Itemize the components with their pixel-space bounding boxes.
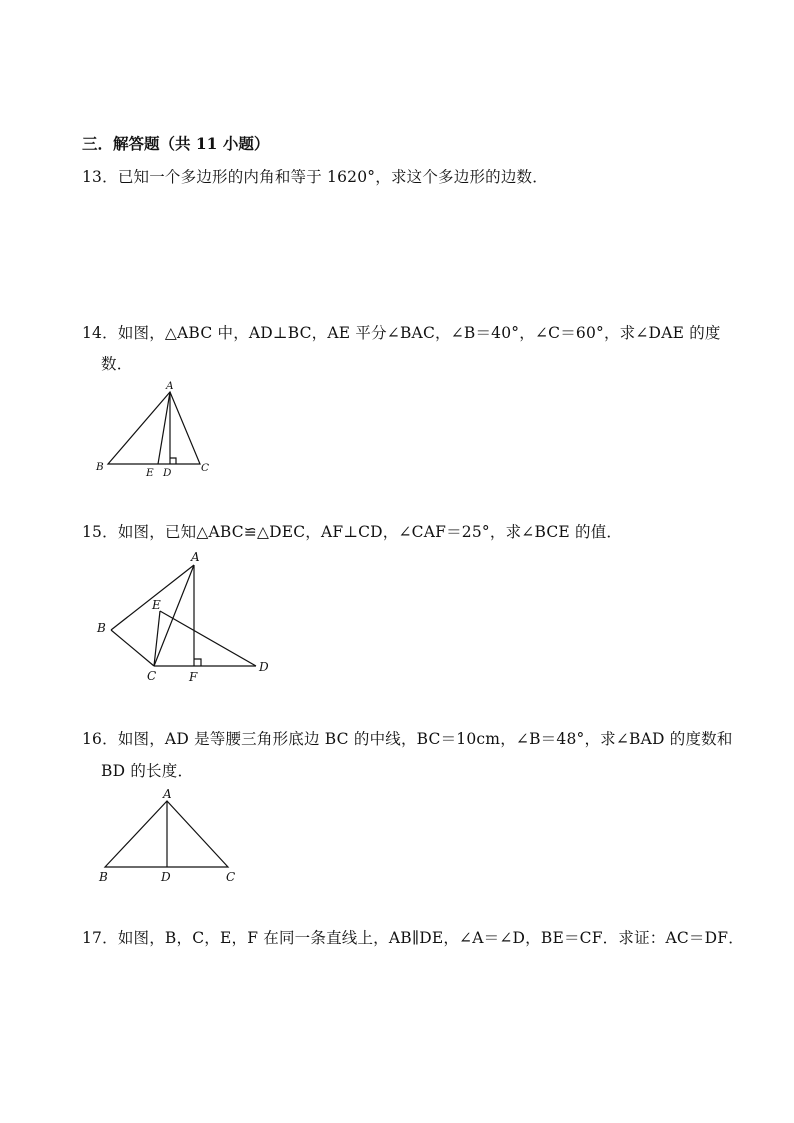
label-b: B xyxy=(99,870,108,884)
question-14-line-1: 14．如图，△ABC 中，AD⊥BC，AE 平分∠BAC，∠B＝40°，∠C＝60°，求∠DAE 的度 xyxy=(82,324,721,342)
label-a: A xyxy=(191,550,200,564)
question-17: 17．如图，B，C，E，F 在同一条直线上，AB∥DE，∠A＝∠D，BE＝CF．求证：AC＝DF． xyxy=(82,929,744,947)
question-16-figure xyxy=(90,786,250,886)
label-f: F xyxy=(189,670,198,684)
label-d: D xyxy=(161,870,171,884)
label-b: B xyxy=(97,621,106,635)
question-14-figure xyxy=(90,376,220,481)
question-16-line-1: 16．如图，AD 是等腰三角形底边 BC 的中线，BC＝10cm，∠B＝48°，求∠BAD 的度数和 xyxy=(82,730,733,748)
label-c: C xyxy=(201,462,210,474)
right-angle-mark xyxy=(194,659,201,666)
section-title: 三．解答题（共 11 小题） xyxy=(82,134,270,153)
label-d: D xyxy=(163,467,172,479)
label-a: A xyxy=(163,787,172,801)
label-e: E xyxy=(152,598,161,612)
label-e: E xyxy=(146,467,154,479)
label-c: C xyxy=(147,669,157,683)
question-16-line-2: BD 的长度． xyxy=(101,762,194,780)
right-angle-mark xyxy=(170,458,176,464)
label-c: C xyxy=(226,870,236,884)
question-13: 13．已知一个多边形的内角和等于 1620°，求这个多边形的边数． xyxy=(82,168,548,186)
triangle-abc xyxy=(108,392,200,464)
segment-ae xyxy=(158,392,170,464)
question-14-line-2: 数． xyxy=(101,355,133,373)
label-b: B xyxy=(96,461,104,473)
segment-bc xyxy=(111,630,154,666)
segment-ed xyxy=(160,611,256,666)
question-15: 15．如图，已知△ABC≌△DEC，AF⊥CD，∠CAF＝25°，求∠BCE 的值． xyxy=(82,523,623,541)
label-a: A xyxy=(166,380,174,392)
question-15-figure xyxy=(90,548,280,686)
label-d: D xyxy=(259,660,269,674)
